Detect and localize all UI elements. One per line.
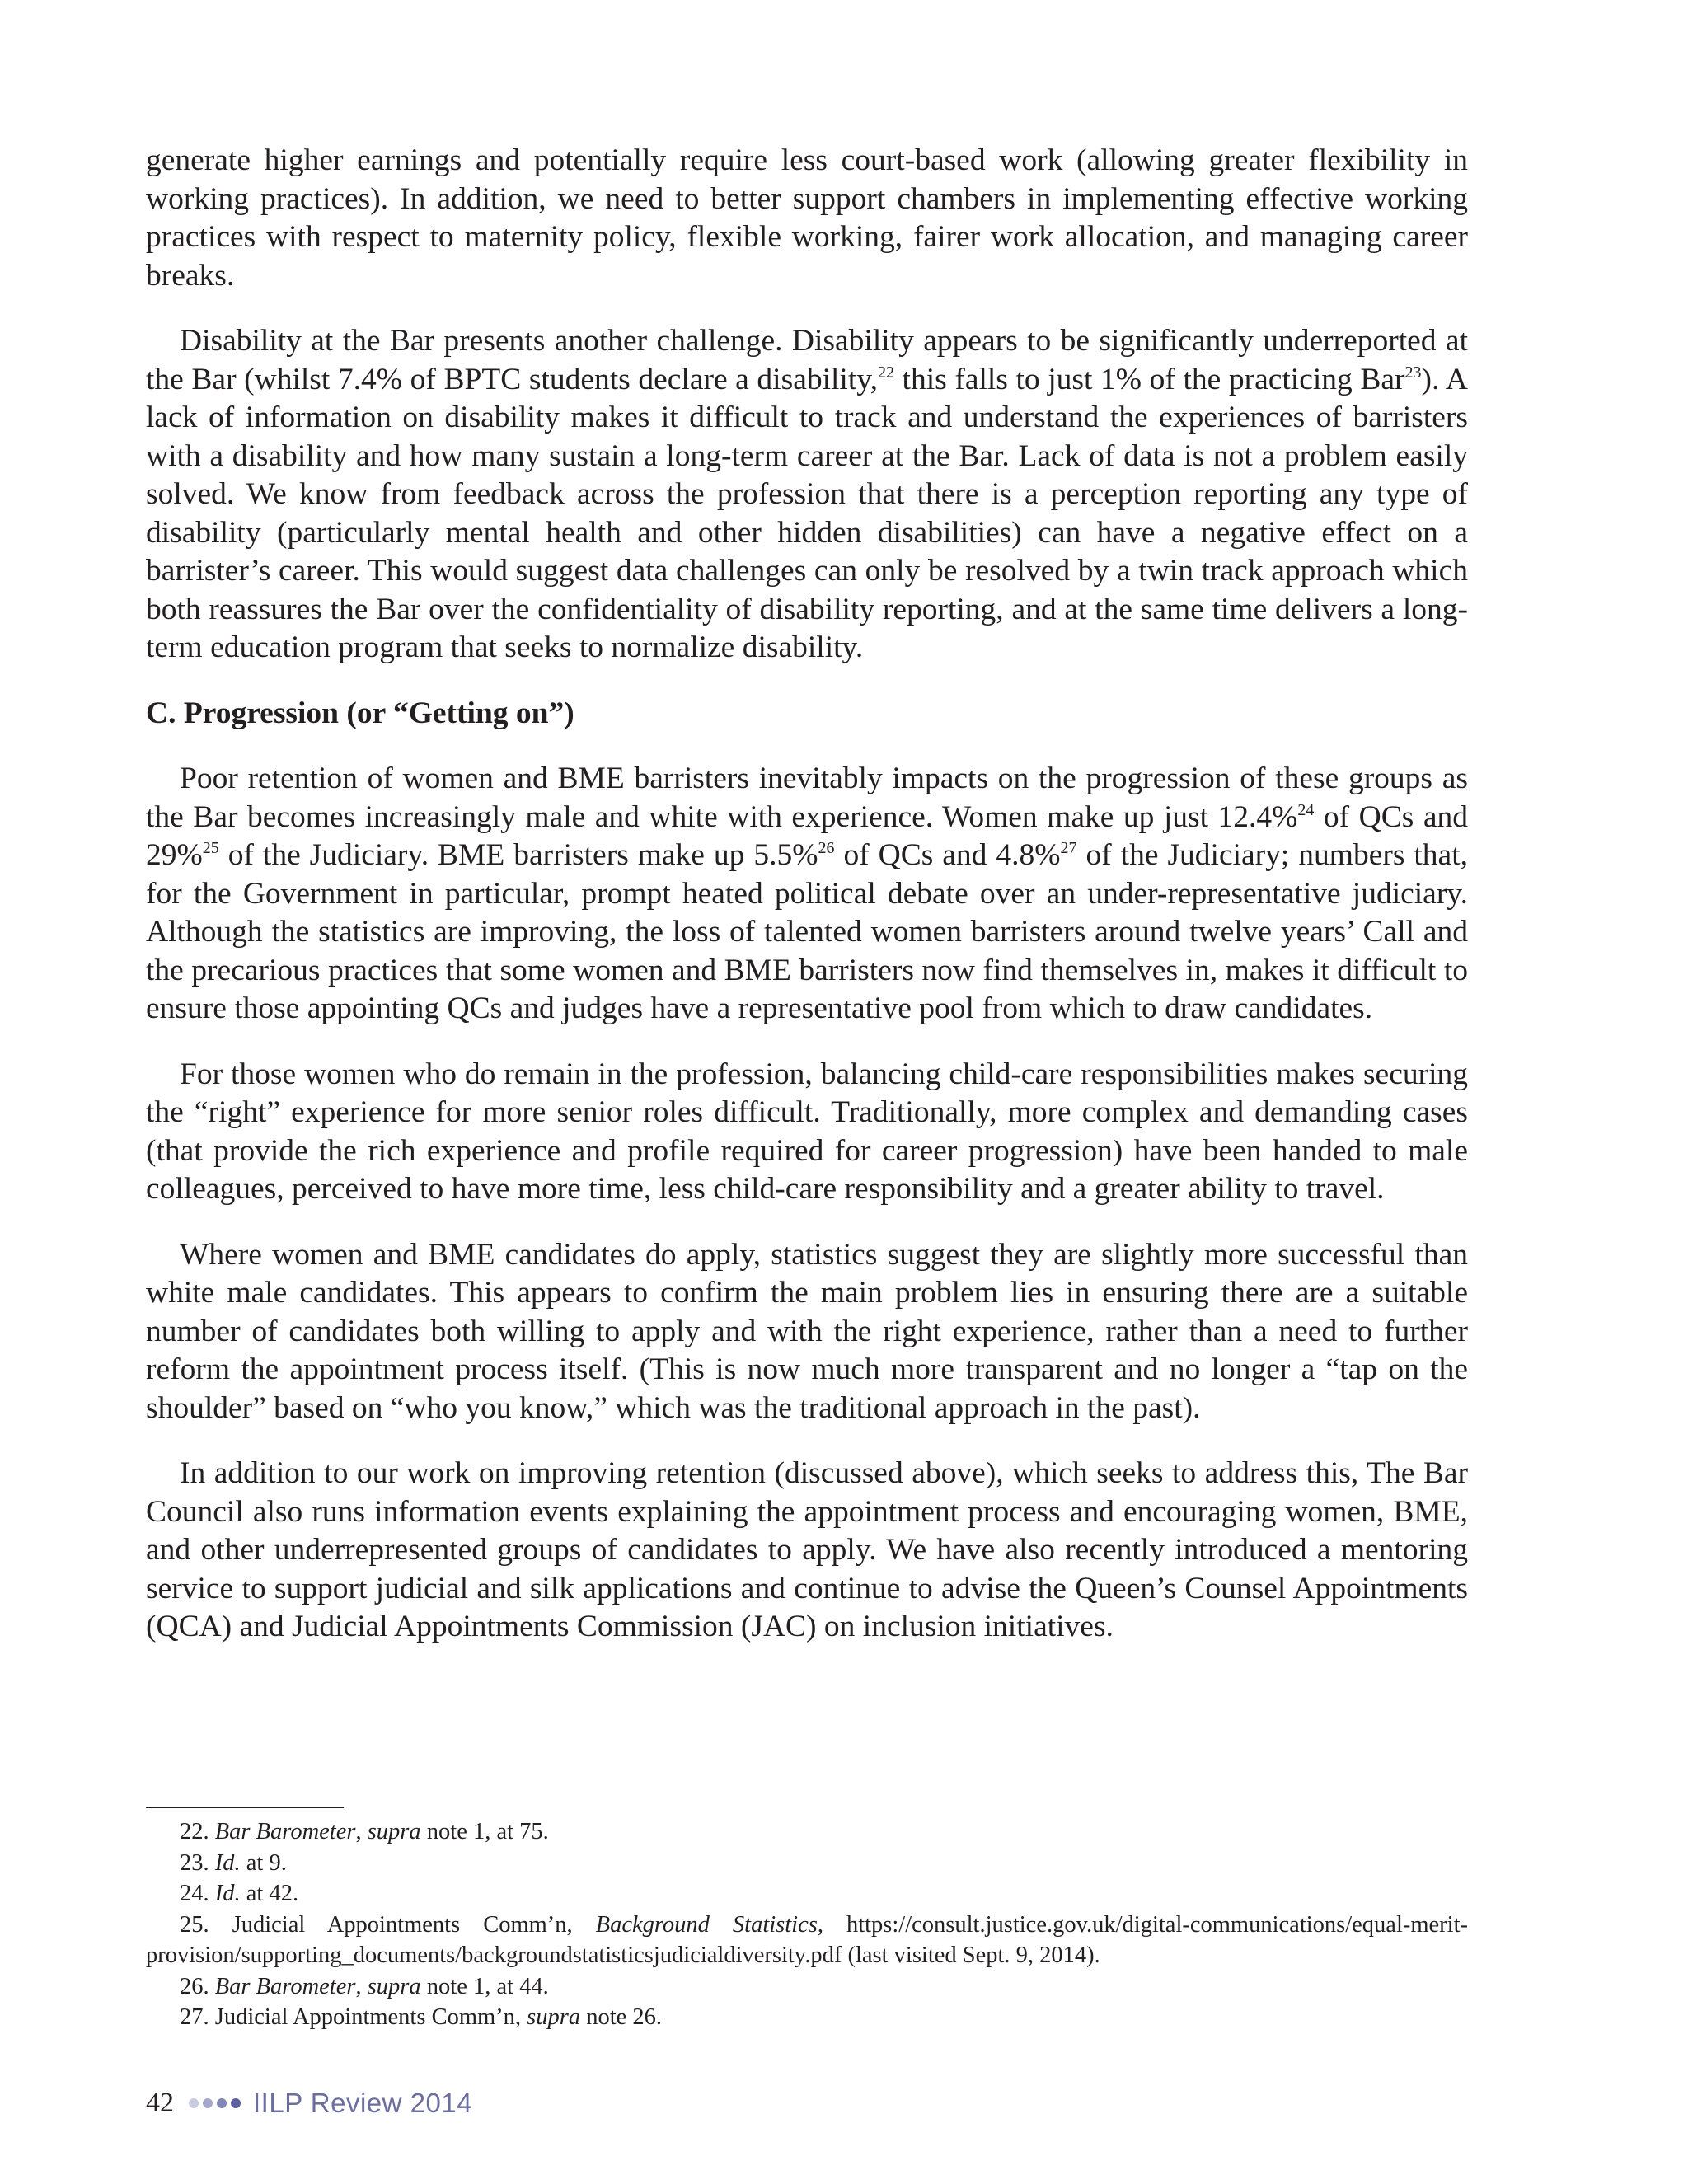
paragraph-3-text-d: of QCs and 4.8%: [834, 838, 1061, 872]
footnote-ref-25[interactable]: 25: [202, 839, 219, 857]
footnote-signal: supra: [367, 1973, 421, 1999]
page-number: 42: [146, 2088, 174, 2118]
paragraph-5: Where women and BME candidates do apply, statistics suggest they are slightly more successful than white male candidates. This appears to confirm the main problem lies in ensuring there are a suitable number of candidates both willing to apply and with the right experience, rather than a need to further reform the appointment process itself. (This is now much more transparent and no longer a “tap on the shoulder” based on “who you know,” which was the traditional approach in the past).: [146, 1237, 1468, 1425]
footnote-25: [146, 1910, 1468, 1971]
footnote-signal: supra: [367, 1819, 421, 1844]
footnote-ref-22[interactable]: 22: [877, 363, 894, 382]
footnote-ref-23[interactable]: 23: [1404, 363, 1422, 382]
footnote-title: Background Statistics: [595, 1911, 818, 1938]
footnote-ref-24[interactable]: 24: [1297, 800, 1315, 819]
footnote-signal: supra: [527, 2004, 581, 2030]
dot-icon: [231, 2098, 241, 2108]
dot-icon: [203, 2098, 213, 2108]
dot-icon: [189, 2098, 199, 2108]
footnote-title: Bar Barometer: [214, 1973, 356, 1999]
section-heading: C. Progression (or “Getting on”): [146, 696, 574, 730]
page-footer: [146, 2085, 472, 2121]
paragraph-3: [146, 760, 1468, 1029]
paragraph-2-text-c: ). A lack of information on disability makes it difficult to track and understand the experiences of barristers with a disability and how many sustain a long-term career at the Bar. Lack of data is not a problem easily solved. We know from feedback across the profession that there is a perception reporting any type of disability (particularly mental health and other hidden disabilities) can have a negative effect on a barrister’s career. This would suggest data challenges can only be resolved by a twin track approach which both reassures the Bar over the confidentiality of disability reporting, and at the same time delivers a long-term education program that seeks to normalize disability.: [146, 362, 1469, 664]
footnote-text: note 1, at 75.: [420, 1819, 549, 1844]
paragraph-3-text-c: of the Judiciary. BME barristers make up 5.5%: [218, 838, 818, 872]
footnote-author: Judicial Appointments Comm’n,: [214, 2004, 528, 2030]
footnote-number: 26.: [180, 1973, 209, 1999]
footnote-ref-26[interactable]: 26: [818, 839, 835, 857]
paragraph-3-text-b: of QCs and 29%: [146, 799, 1468, 872]
paragraph-2: [146, 322, 1468, 668]
footnote-text: , https://consult.justice.gov.uk/digital-communications/equal-merit-provision/supporting_documents/backgroundstatisticsjudicialdiversity.pdf (last visited Sept. 9, 2014).: [146, 1911, 1469, 1968]
dot-icon: [217, 2098, 227, 2108]
paragraph-6: In addition to our work on improving retention (discussed above), which seeks to address this, The Bar Council also runs information events explaining the appointment process and encouraging women, BME, and other underrepresented groups of candidates to apply. We have also recently introduced a mentoring service to support judicial and silk applications and continue to advise the Queen’s Counsel Appointments (QCA) and Judicial Appointments Commission (JAC) on inclusion initiatives.: [146, 1456, 1468, 1643]
footnote-signal: Id.: [214, 1849, 241, 1876]
paragraph-3-text-e: of the Judiciary; numbers that, for the Government in particular, prompt heated political debate over an under-representative judiciary. Although the statistics are improving, the loss of talented women barristers around twelve years’ Call and the precarious practices that some women and BME barristers now find themselves in, makes it difficult to ensure those appointing QCs and judges have a representative pool from which to draw candidates.: [146, 838, 1468, 1025]
footnote-divider: [146, 1807, 344, 1808]
footnote-sep: ,: [355, 1819, 368, 1844]
footnote-sep: ,: [355, 1973, 368, 1999]
footer-dots-icon: [189, 2098, 245, 2108]
paragraph-2-text-b: this falls to just 1% of the practicing Bar: [893, 362, 1405, 396]
footnote-ref-27[interactable]: 27: [1060, 839, 1077, 857]
paragraph-4: For those women who do remain in the profession, balancing child-care responsibilities makes securing the “right” experience for more senior roles difficult. Traditionally, more complex and demanding cases (that provide the rich experience and profile required for career progression) have been handed to male colleagues, perceived to have more time, less child-care responsibility and a greater ability to travel.: [146, 1057, 1468, 1206]
paragraph-3-text-a: Poor retention of women and BME barristers inevitably impacts on the progression of these groups as the Bar becomes increasingly male and white with experience. Women make up just 12.4%: [146, 762, 1468, 834]
footnote-26: [146, 1971, 1468, 2003]
journal-title: IILP Review 2014: [253, 2088, 473, 2118]
footnote-text: at 9.: [240, 1849, 287, 1876]
footnote-number: 25.: [180, 1911, 209, 1938]
footnote-number: 27.: [180, 2004, 209, 2030]
footnote-number: 24.: [180, 1881, 209, 1906]
paragraph-2-text-a: Disability at the Bar presents another challenge. Disability appears to be significantly underreported at the Bar (whilst 7.4% of BPTC students declare a disability,: [146, 324, 1468, 396]
footnote-text: note 1, at 44.: [420, 1973, 549, 1999]
footnote-22: [146, 1816, 1468, 1848]
footnote-number: 23.: [180, 1849, 209, 1876]
footnote-text: at 42.: [240, 1881, 299, 1906]
page-body: [146, 142, 1468, 1674]
footnotes: [146, 1816, 1468, 2033]
footnote-27: [146, 2002, 1468, 2033]
footnote-author: Judicial Appointments Comm’n,: [232, 1911, 596, 1938]
footnote-24: [146, 1878, 1468, 1910]
footnote-23: [146, 1848, 1468, 1879]
footnote-title: Bar Barometer: [214, 1819, 356, 1844]
paragraph-1: generate higher earnings and potentially require less court-based work (allowing greater flexibility in working practices). In addition, we need to better support chambers in implementing effective working practices with respect to maternity policy, flexible working, fairer work allocation, and managing career breaks.: [146, 143, 1468, 293]
footnote-signal: Id.: [214, 1881, 241, 1906]
footnote-number: 22.: [180, 1819, 209, 1844]
footnote-text: note 26.: [580, 2004, 663, 2030]
